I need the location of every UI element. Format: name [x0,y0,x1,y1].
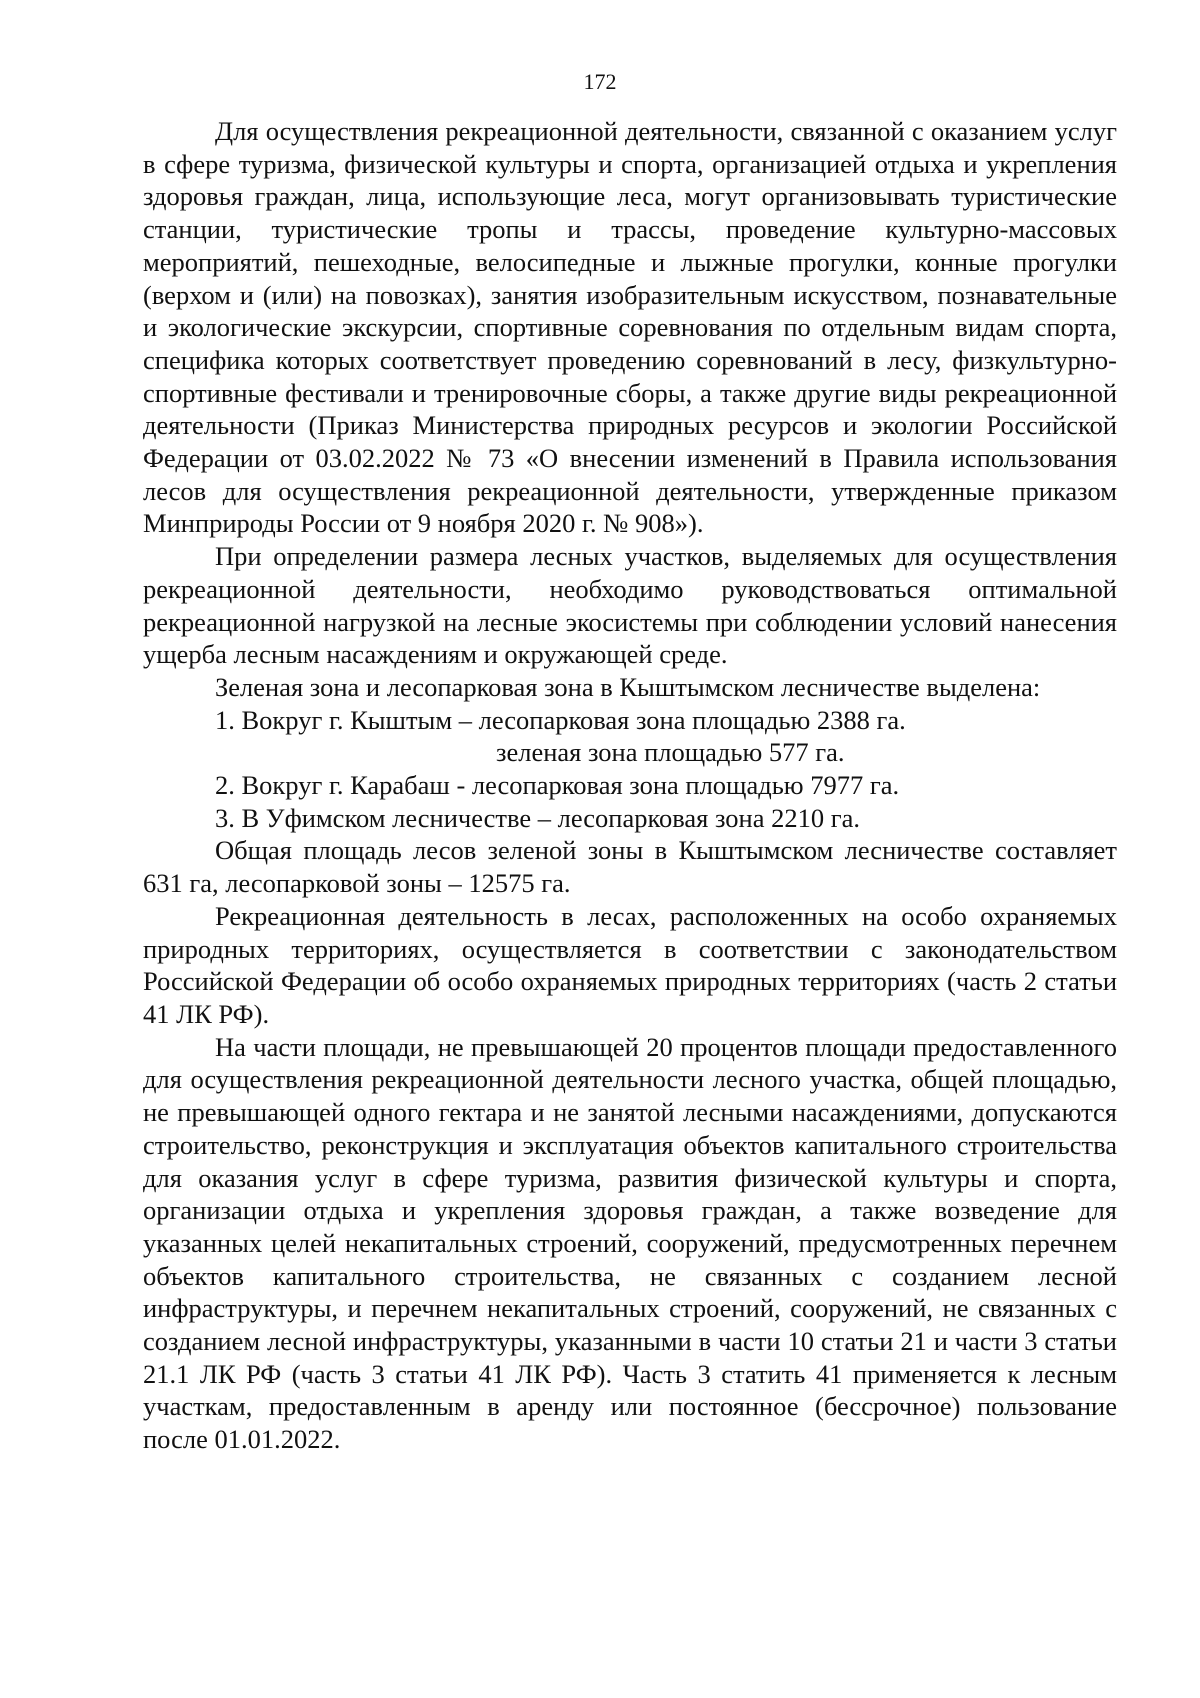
page-number: 172 [583,69,617,94]
paragraph-plot-size: При определении размера лесных участков, выделяемых для осуществления рекреационной деятельности, необходимо руководствоваться оптимальной рекреационной нагрузкой на лесные экосистемы при соблюдении условий нанесения ущерба лесным насаждениям и окружающей среде. [143,541,1117,670]
paragraph-recreation-activities: Для осуществления рекреационной деятельности, связанной с оказанием услуг в сфере туризма, физической культуры и спорта, организацией отдыха и укрепления здоровья граждан, лица, использующие леса, могут организовывать туристические станции, туристические тропы и трассы, проведение культурно-массовых мероприятий, пешеходные, велосипедные и лыжные прогулки, конные прогулки (верхом и (или) на повозках), занятия изобразительным искусством, познавательные и экологические экскурсии, спортивные соревнования по отдельным видам спорта, специфика которых соответствует проведению соревнований в лесу, физкультурно-спортивные фестивали и тренировочные сборы, а также другие виды рекреационной деятельности (Приказ Министерства природных ресурсов и экологии Российской Федерации от 03.02.2022 № 73 «О внесении изменений в Правила использования лесов для осуществления рекреационной деятельности, утвержденные приказом Минприроды России от 9 ноября 2020 г. № 908»). [143,116,1117,539]
list-item-kyshtym: 1. Вокруг г. Кыштым – лесопарковая зона площадью 2388 га. [215,704,906,735]
paragraph-protected-areas: Рекреационная деятельность в лесах, расположенных на особо охраняемых природных территориях, осуществляется в соответствии с законодательством Российской Федерации об особо охраняемых природных территориях (часть 2 статьи 41 ЛК РФ). [143,900,1117,1029]
list-item-ufimsky: 3. В Уфимском лесничестве – лесопарковая зона 2210 га. [215,802,860,833]
list-item-kyshtym-green-zone: зеленая зона площадью 577 га. [496,737,845,768]
list-item-karabash: 2. Вокруг г. Карабаш - лесопарковая зона площадью 7977 га. [215,770,900,801]
document-body [143,115,1117,1456]
paragraph-total-area: Общая площадь лесов зеленой зоны в Кыштымском лесничестве составляет 631 га, лесопарковой зоны – 12575 га. [143,835,1117,899]
paragraph-capital-construction: На части площади, не превышающей 20 процентов площади предоставленного для осуществления рекреационной деятельности лесного участка, общей площадью, не превышающей одного гектара и не занятой лесными насаждениями, допускаются строительство, реконструкция и эксплуатация объектов капитального строительства для оказания услуг в сфере туризма, развития физической культуры и спорта, организации отдыха и укрепления здоровья граждан, а также возведение для указанных целей некапитальных строений, сооружений, предусмотренных перечнем объектов капитального строительства, не связанных с созданием лесной инфраструктуры, и перечнем некапитальных строений, сооружений, не связанных с созданием лесной инфраструктуры, указанными в части 10 статьи 21 и части 3 статьи 21.1 ЛК РФ (часть 3 статьи 41 ЛК РФ). Часть 3 статить 41 применяется к лесным участкам, предоставленным в аренду или постоянное (бессрочное) пользование после 01.01.2022. [143,1031,1117,1455]
paragraph-green-zone-intro: Зеленая зона и лесопарковая зона в Кыштымском лесничестве выделена: [215,671,1041,702]
